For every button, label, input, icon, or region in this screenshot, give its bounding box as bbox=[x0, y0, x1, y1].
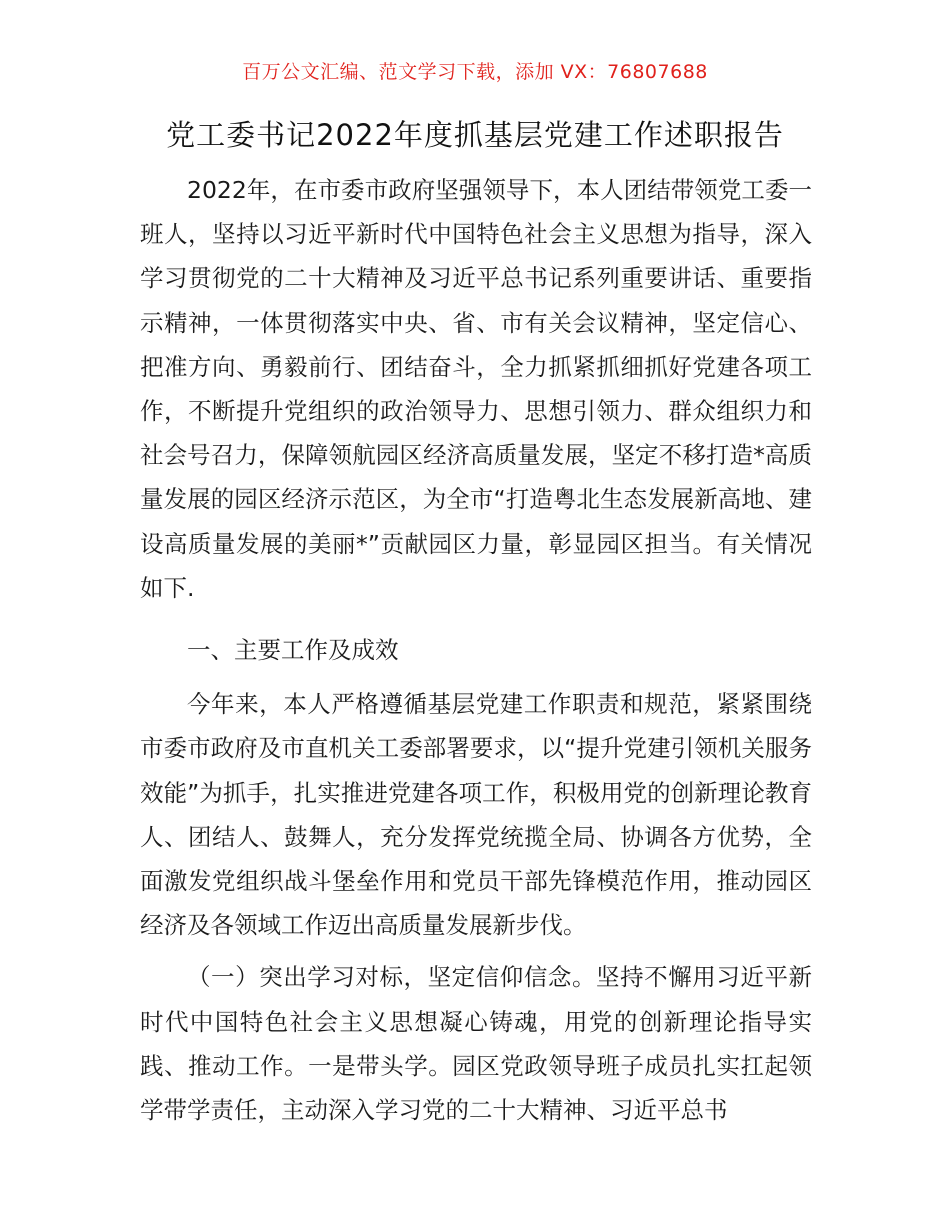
header-note: 百万公文汇编、范文学习下载，添加 VX：76807688 bbox=[242, 61, 708, 83]
document-title: 党工委书记2022年度抓基层党建工作述职报告 bbox=[166, 118, 784, 152]
subsection-paragraph: （一）突出学习对标，坚定信仰信念。坚持不懈用习近平新时代中国特色社会主义思想凝心铸魂，用党的创新理论指导实践、推动工作。一是带头学。园区党政领导班子成员扎实扛起领学带学责任，主动深入学习党的二十大精神、习近平总书 bbox=[140, 963, 812, 1125]
section-heading: 一、主要工作及成效 bbox=[187, 636, 399, 665]
section-body-paragraph: 今年来，本人严格遵循基层党建工作职责和规范，紧紧围绕市委市政府及市直机关工委部署要求，以“提升党建引领机关服务效能”为抓手，扎实推进党建各项工作，积极用党的创新理论教育人、团结人、鼓舞人，充分发挥党统揽全局、协调各方优势，全面激发党组织战斗堡垒作用和党员干部先锋模范作用，推动园区经济及各领域工作迈出高质量发展新步伐。 bbox=[140, 690, 812, 940]
intro-paragraph: 2022年，在市委市政府坚强领导下，本人团结带领党工委一班人，坚持以习近平新时代中国特色社会主义思想为指导，深入学习贯彻党的二十大精神及习近平总书记系列重要讲话、重要指示精神，一体贯彻落实中央、省、市有关会议精神，坚定信心、把准方向、勇毅前行、团结奋斗，全力抓紧抓细抓好党建各项工作，不断提升党组织的政治领导力、思想引领力、群众组织力和社会号召力，保障领航园区经济高质量发展，坚定不移打造*高质量发展的园区经济示范区，为全市“打造粤北生态发展新高地、建设高质量发展的美丽*”贡献园区力量，彰显园区担当。有关情况如下. bbox=[140, 176, 812, 602]
document-body bbox=[140, 168, 812, 1132]
